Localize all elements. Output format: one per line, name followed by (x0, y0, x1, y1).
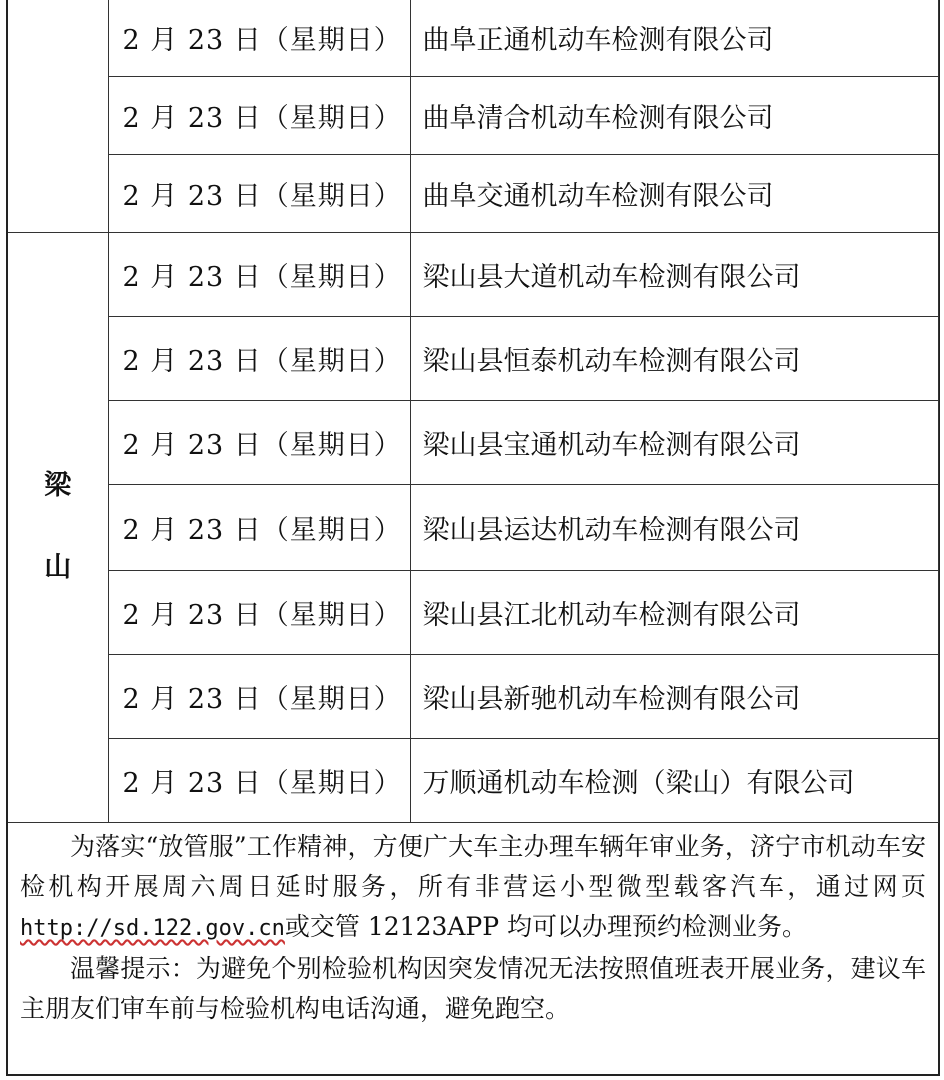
region-cell-empty (8, 0, 108, 232)
table-row (8, 400, 938, 484)
schedule-document (6, 0, 940, 1076)
company-cell: 梁山县大道机动车检测有限公司 (410, 232, 938, 316)
company-cell: 万顺通机动车检测（梁山）有限公司 (410, 738, 938, 822)
company-cell: 梁山县江北机动车检测有限公司 (410, 570, 938, 654)
notice-text-b: 或交管 12123APP 均可以办理预约检测业务。 (284, 912, 808, 941)
website-url-link[interactable]: http://sd.122.gov.cn (20, 916, 285, 941)
date-cell: 2 月 23 日（星期日） (108, 570, 410, 654)
date-cell: 2 月 23 日（星期日） (108, 154, 410, 232)
company-cell: 梁山县新驰机动车检测有限公司 (410, 654, 938, 738)
notice-section (8, 822, 938, 1029)
company-cell: 梁山县运达机动车检测有限公司 (410, 484, 938, 570)
table-row (8, 76, 938, 154)
table-row (8, 154, 938, 232)
region-cell-liangshan (8, 232, 108, 822)
table-row (8, 232, 938, 316)
table-row (8, 0, 938, 76)
company-cell: 曲阜正通机动车检测有限公司 (410, 0, 938, 76)
date-cell: 2 月 23 日（星期日） (108, 738, 410, 822)
table-row (8, 654, 938, 738)
date-cell: 2 月 23 日（星期日） (108, 316, 410, 400)
date-cell: 2 月 23 日（星期日） (108, 76, 410, 154)
company-cell: 曲阜清合机动车检测有限公司 (410, 76, 938, 154)
notice-paragraph-2: 温馨提示：为避免个别检验机构因突发情况无法按照值班表开展业务，建议车主朋友们审车前与检验机构电话沟通，避免跑空。 (20, 954, 926, 1023)
date-cell: 2 月 23 日（星期日） (108, 0, 410, 76)
company-cell: 曲阜交通机动车检测有限公司 (410, 154, 938, 232)
inspection-schedule-table (8, 0, 939, 823)
date-cell: 2 月 23 日（星期日） (108, 484, 410, 570)
region-char-2: 山 (44, 552, 72, 583)
notice-text-a: 为落实“放管服”工作精神，方便广大车主办理车辆年审业务，济宁市机动车安检机构开展周六周日延时服务，所有非营运小型微型载客汽车，通过网页 (20, 832, 926, 901)
table-row (8, 484, 938, 570)
table-row (8, 570, 938, 654)
notice-paragraph-1 (20, 827, 926, 949)
company-cell: 梁山县恒泰机动车检测有限公司 (410, 316, 938, 400)
date-cell: 2 月 23 日（星期日） (108, 400, 410, 484)
region-char-1: 梁 (44, 470, 72, 501)
company-cell: 梁山县宝通机动车检测有限公司 (410, 400, 938, 484)
table-row (8, 738, 938, 822)
date-cell: 2 月 23 日（星期日） (108, 654, 410, 738)
date-cell: 2 月 23 日（星期日） (108, 232, 410, 316)
table-row (8, 316, 938, 400)
